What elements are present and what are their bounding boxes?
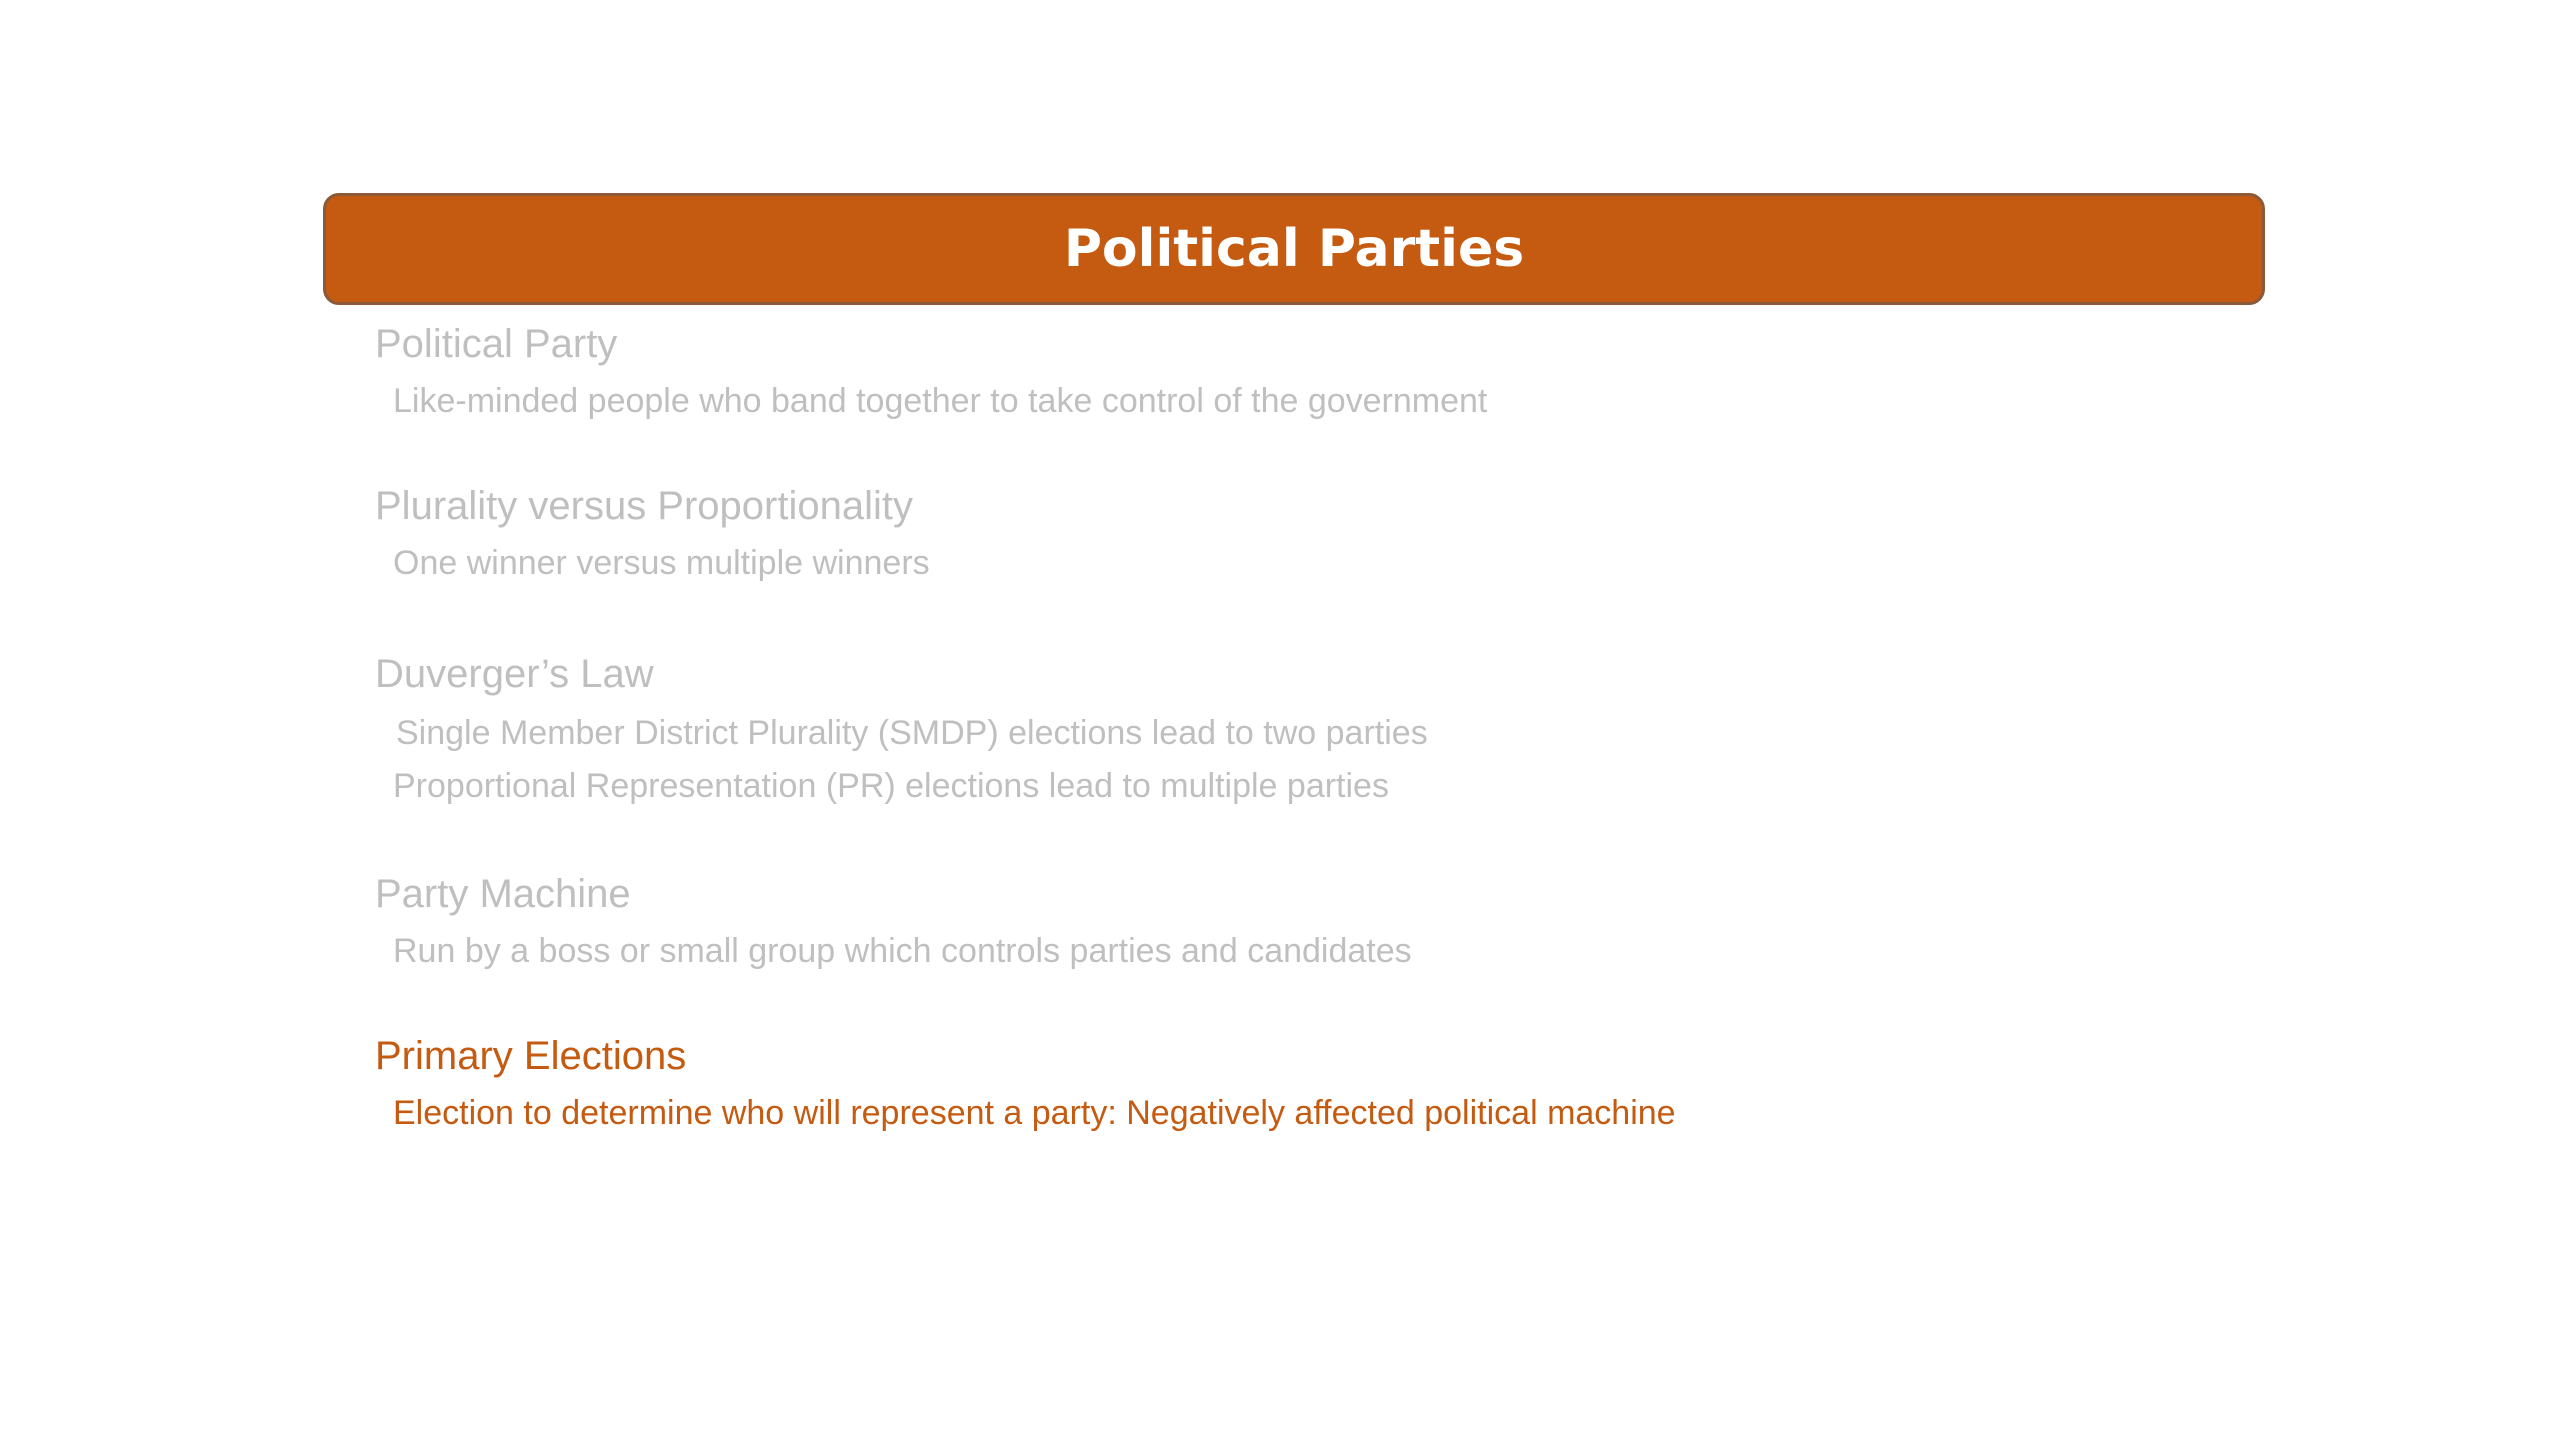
term-definition-duvergers-law-pr: Proportional Representation (PR) elections lead to multiple parties (393, 767, 1389, 805)
term-definition-political-party: Like-minded people who band together to take control of the government (393, 382, 1488, 420)
title-banner (323, 193, 2265, 305)
term-definition-party-machine: Run by a boss or small group which controls parties and candidates (393, 932, 1412, 970)
term-definition-plurality-proportionality: One winner versus multiple winners (393, 544, 930, 582)
term-definition-primary-elections: Election to determine who will represent a party: Negatively affected political machine (393, 1094, 1676, 1132)
term-definition-duvergers-law-smdp: Single Member District Plurality (SMDP) elections lead to two parties (396, 714, 1428, 752)
term-heading-party-machine: Party Machine (375, 872, 631, 916)
slide-title: Political Parties (1063, 219, 1525, 279)
term-heading-duvergers-law: Duverger’s Law (375, 652, 654, 696)
term-heading-primary-elections: Primary Elections (375, 1034, 687, 1078)
term-heading-political-party: Political Party (375, 322, 618, 366)
term-heading-plurality-proportionality: Plurality versus Proportionality (375, 484, 913, 528)
